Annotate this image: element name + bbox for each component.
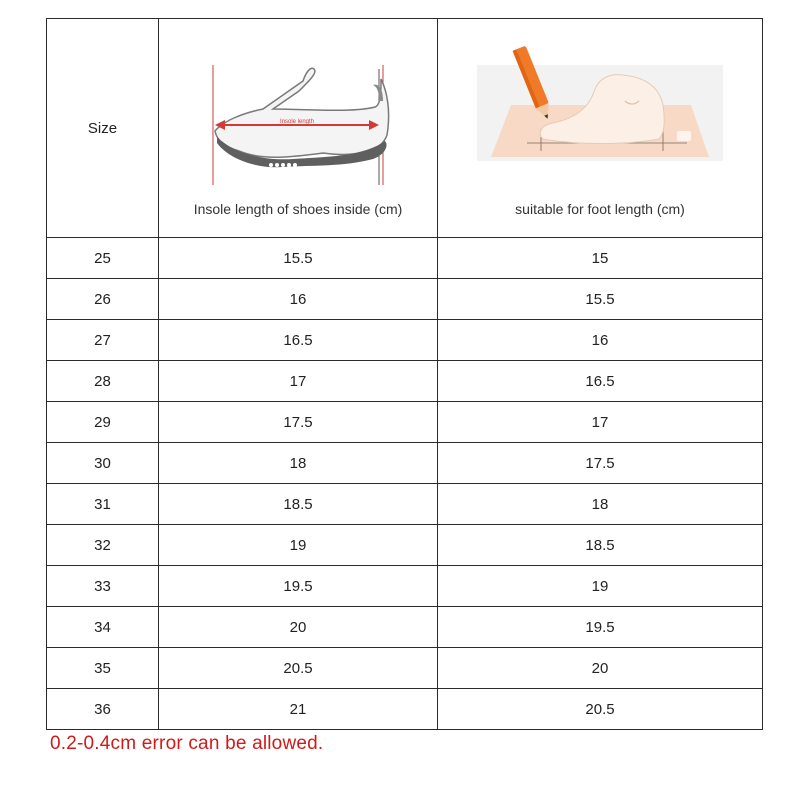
foot-length-cell: 18 [438, 484, 763, 525]
insole-length-cell: 17 [159, 361, 438, 402]
insole-length-cell: 18 [159, 443, 438, 484]
insole-length-cell: 19.5 [159, 566, 438, 607]
foot-length-cell: 15 [438, 238, 763, 279]
table-row [47, 525, 763, 566]
size-cell: 36 [47, 689, 159, 730]
insole-length-cell: 16 [159, 279, 438, 320]
error-tolerance-note: 0.2-0.4cm error can be allowed. [50, 733, 324, 754]
size-cell: 32 [47, 525, 159, 566]
size-cell: 29 [47, 402, 159, 443]
table-row [47, 320, 763, 361]
size-cell: 35 [47, 648, 159, 689]
size-cell: 31 [47, 484, 159, 525]
foot-measure-illustration [477, 45, 723, 161]
insole-length-cell: 20 [159, 607, 438, 648]
size-cell: 30 [47, 443, 159, 484]
foot-length-cell: 16 [438, 320, 763, 361]
size-header-label: Size [87, 119, 118, 137]
insole-length-image-text: Insole length [279, 119, 315, 125]
table-row [47, 484, 763, 525]
insole-length-cell: 19 [159, 525, 438, 566]
insole-caption: Insole length of shoes inside (cm) [193, 201, 403, 217]
foot-length-cell: 16.5 [438, 361, 763, 402]
table-row [47, 566, 763, 607]
insole-length-cell: 18.5 [159, 484, 438, 525]
size-chart-table [46, 18, 763, 730]
size-cell: 33 [47, 566, 159, 607]
insole-length-cell: 16.5 [159, 320, 438, 361]
size-cell: 34 [47, 607, 159, 648]
table-row [47, 607, 763, 648]
size-cell: 26 [47, 279, 159, 320]
foot-length-cell: 20 [438, 648, 763, 689]
size-header-cell [47, 19, 159, 238]
table-row [47, 402, 763, 443]
insole-length-cell: 21 [159, 689, 438, 730]
foot-length-cell: 20.5 [438, 689, 763, 730]
size-cell: 27 [47, 320, 159, 361]
table-row [47, 279, 763, 320]
table-row [47, 443, 763, 484]
foot-length-cell: 19 [438, 566, 763, 607]
table-row [47, 238, 763, 279]
insole-length-cell: 15.5 [159, 238, 438, 279]
foot-length-cell: 17.5 [438, 443, 763, 484]
header-row [47, 19, 763, 238]
size-cell: 25 [47, 238, 159, 279]
table-row [47, 648, 763, 689]
table-row [47, 361, 763, 402]
foot-length-cell: 19.5 [438, 607, 763, 648]
table-row [47, 689, 763, 730]
foot-length-cell: 17 [438, 402, 763, 443]
foot-caption: suitable for foot length (cm) [515, 201, 685, 217]
insole-length-cell: 17.5 [159, 402, 438, 443]
foot-length-cell: 15.5 [438, 279, 763, 320]
size-cell: 28 [47, 361, 159, 402]
shoe-insole-illustration [203, 61, 393, 191]
insole-header-cell [159, 19, 438, 238]
insole-length-cell: 20.5 [159, 648, 438, 689]
foot-header-cell [438, 19, 763, 238]
foot-length-cell: 18.5 [438, 525, 763, 566]
